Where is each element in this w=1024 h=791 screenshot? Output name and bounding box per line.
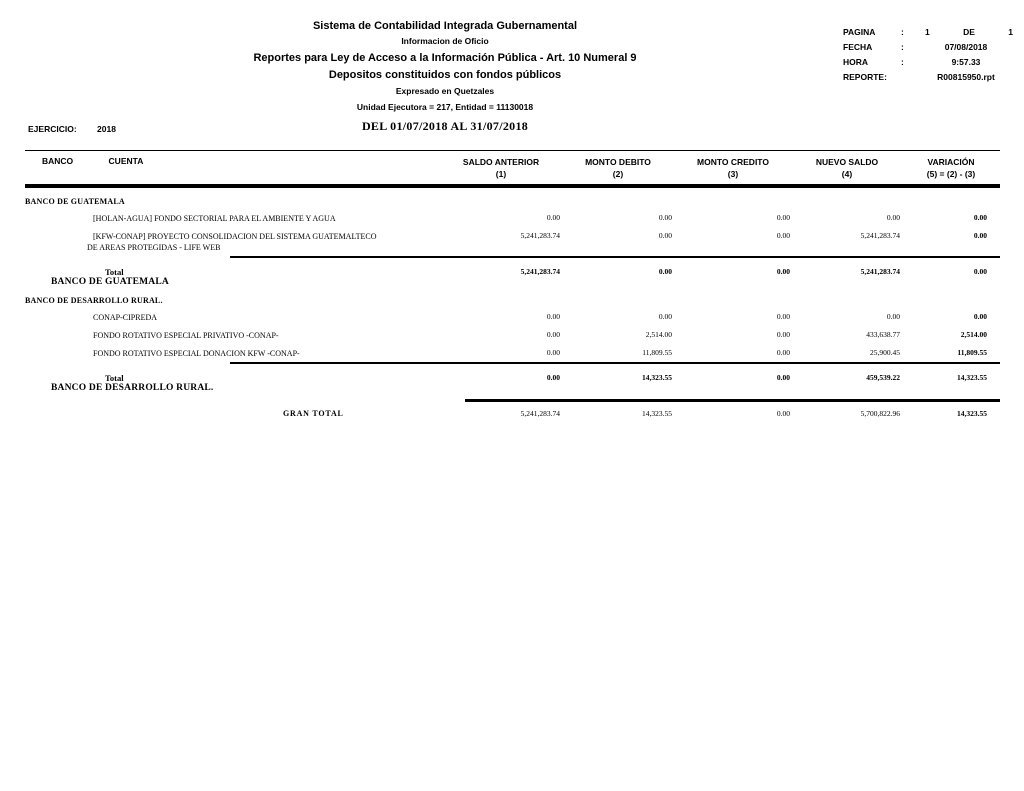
amount-cell: 5,241,283.74 <box>860 267 900 276</box>
hora-colon: : <box>901 57 904 67</box>
amount-cell: 0.00 <box>546 312 560 321</box>
hora-label: HORA <box>843 57 869 67</box>
amount-cell: 5,241,283.74 <box>860 231 900 240</box>
col-monto-credito-label: MONTO CREDITO <box>697 157 769 167</box>
col-saldo-anterior-sub: (1) <box>495 169 507 179</box>
col-saldo-anterior <box>440 156 562 180</box>
amount-cell: 2,514.00 <box>645 330 672 339</box>
col-variacion-sub: (5) = (2) - (3) <box>926 169 976 179</box>
bank-total-row <box>25 267 1000 287</box>
amount-cell: 14,323.55 <box>642 409 672 418</box>
account-row <box>25 231 1000 253</box>
amount-cell: 14,323.55 <box>957 373 987 382</box>
amount-cell: 0.00 <box>658 231 672 240</box>
amount-cell: 0.00 <box>546 213 560 222</box>
amount-cell: 0.00 <box>973 231 987 240</box>
hora-value: 9:57.33 <box>951 57 981 67</box>
pagina-colon: : <box>901 27 904 37</box>
system-title: Sistema de Contabilidad Integrada Gubernamental <box>312 20 578 32</box>
report-law-title: Reportes para Ley de Acceso a la Información Pública - Art. 10 Numeral 9 <box>253 52 637 64</box>
col-monto-credito <box>674 156 792 180</box>
amount-cell: 0.00 <box>973 312 987 321</box>
amount-cell: 0.00 <box>886 312 900 321</box>
total-bank-name: BANCO DE GUATEMALA <box>51 277 169 287</box>
amount-cell: 0.00 <box>776 330 790 339</box>
account-name-line: [KFW-CONAP] PROYECTO CONSOLIDACION DEL SISTEMA GUATEMALTECO <box>93 232 377 241</box>
amount-cell: 14,323.55 <box>957 409 987 418</box>
amount-cell: 0.00 <box>546 330 560 339</box>
total-cell <box>25 267 440 287</box>
amount-cell: 0.00 <box>546 373 560 382</box>
bank-header-row <box>25 296 1000 305</box>
ejercicio-row <box>28 124 116 134</box>
pagina-current: 1 <box>925 27 930 37</box>
amount-cell: 14,323.55 <box>642 373 672 382</box>
account-name-line: [HOLAN-AGUA] FONDO SECTORIAL PARA EL AMBIENTE Y AGUA <box>93 214 336 223</box>
total-label: Total <box>105 267 124 277</box>
amount-cell: 2,514.00 <box>960 330 987 339</box>
col-monto-debito <box>562 156 674 180</box>
header-desc-cell <box>25 156 440 166</box>
amount-cell: 0.00 <box>658 267 672 276</box>
account-row <box>25 330 1000 341</box>
meta-hora-row <box>843 57 1015 67</box>
amount-cell: 0.00 <box>776 312 790 321</box>
grand-total-label: GRAN TOTAL <box>283 409 344 418</box>
amount-cell: 0.00 <box>776 231 790 240</box>
amount-cell: 0.00 <box>776 348 790 357</box>
amount-cell: 0.00 <box>886 213 900 222</box>
amount-cell: 11,809.55 <box>642 348 672 357</box>
fecha-colon: : <box>901 42 904 52</box>
amount-cell: 0.00 <box>776 267 790 276</box>
pagina-label: PAGINA <box>843 27 876 37</box>
account-name-line: CONAP-CIPREDA <box>93 313 158 322</box>
subtitle-informacion: Informacion de Oficio <box>401 36 489 46</box>
col-nuevo-saldo <box>792 156 902 180</box>
grand-total-row <box>25 409 1000 418</box>
amount-cell: 0.00 <box>776 373 790 382</box>
amount-cell: 459,539.22 <box>866 373 900 382</box>
report-table <box>25 150 1000 418</box>
account-row <box>25 348 1000 359</box>
amount-cell: 5,241,283.74 <box>520 267 560 276</box>
account-row <box>25 213 1000 224</box>
account-row <box>25 312 1000 323</box>
amount-cell: 0.00 <box>973 213 987 222</box>
date-range: DEL 01/07/2018 AL 31/07/2018 <box>361 119 529 133</box>
fecha-label: FECHA <box>843 42 873 52</box>
total-cell <box>25 373 440 393</box>
total-bank-name: BANCO DE DESARROLLO RURAL. <box>51 383 214 393</box>
account-name-line: FONDO ROTATIVO ESPECIAL DONACION KFW -CONAP- <box>93 349 300 358</box>
amount-cell: 5,241,283.74 <box>520 409 560 418</box>
separator-line <box>230 256 1000 258</box>
amount-cell: 25,900.45 <box>870 348 900 357</box>
account-name <box>25 231 440 253</box>
bank-name: BANCO DE DESARROLLO RURAL. <box>25 296 163 305</box>
col-variacion <box>902 156 1000 180</box>
col-nuevo-saldo-sub: (4) <box>841 169 853 179</box>
table-header-row <box>25 151 1000 188</box>
account-name <box>25 213 440 224</box>
reporte-label: REPORTE: <box>843 72 887 82</box>
bank-header-row <box>25 197 1000 206</box>
report-header <box>130 20 760 134</box>
ejercicio-value: 2018 <box>97 124 116 134</box>
amount-cell: 0.00 <box>546 348 560 357</box>
col-saldo-anterior-label: SALDO ANTERIOR <box>462 157 540 167</box>
amount-cell: 11,809.55 <box>957 348 987 357</box>
pagina-total: 1 <box>1008 27 1013 37</box>
amount-cell: 0.00 <box>658 213 672 222</box>
bank-name: BANCO DE GUATEMALA <box>25 197 125 206</box>
report-meta <box>843 27 1015 87</box>
account-name <box>25 312 440 323</box>
ejercicio-label: EJERCICIO: <box>28 124 77 134</box>
unit-entity-line: Unidad Ejecutora = 217, Entidad = 11130018 <box>356 102 534 112</box>
account-name-line: FONDO ROTATIVO ESPECIAL PRIVATIVO -CONAP- <box>93 331 279 340</box>
col-monto-debito-sub: (2) <box>612 169 624 179</box>
pagina-de-label: DE <box>963 27 975 37</box>
table-body <box>25 197 1000 418</box>
amount-cell: 0.00 <box>776 409 790 418</box>
col-cuenta: CUENTA <box>108 156 144 166</box>
col-variacion-label: VARIACIÓN <box>927 157 975 167</box>
reporte-value: R00815950.rpt <box>937 72 995 82</box>
meta-pagina-row <box>843 27 1015 37</box>
amount-cell: 0.00 <box>776 213 790 222</box>
separator-line <box>230 362 1000 364</box>
currency-note: Expresado en Quetzales <box>395 86 495 96</box>
total-label: Total <box>105 373 124 383</box>
account-name-line2: DE AREAS PROTEGIDAS - LIFE WEB <box>87 243 221 252</box>
account-name <box>25 348 440 359</box>
meta-fecha-row <box>843 42 1015 52</box>
amount-cell: 433,638.77 <box>866 330 900 339</box>
col-monto-debito-label: MONTO DEBITO <box>585 157 651 167</box>
amount-cell: 5,700,822.96 <box>860 409 900 418</box>
grand-total-separator <box>465 399 1000 402</box>
col-nuevo-saldo-label: NUEVO SALDO <box>815 157 879 167</box>
bank-total-row <box>25 373 1000 393</box>
fecha-value: 07/08/2018 <box>944 42 988 52</box>
amount-cell: 0.00 <box>658 312 672 321</box>
amount-cell: 5,241,283.74 <box>520 231 560 240</box>
account-name <box>25 330 440 341</box>
amount-cell: 0.00 <box>973 267 987 276</box>
pagina-value-group <box>917 27 1015 37</box>
meta-reporte-row <box>843 72 1015 82</box>
report-name: Depositos constituidos con fondos públicos <box>328 69 562 81</box>
col-banco: BANCO <box>42 156 74 166</box>
col-monto-credito-sub: (3) <box>727 169 739 179</box>
